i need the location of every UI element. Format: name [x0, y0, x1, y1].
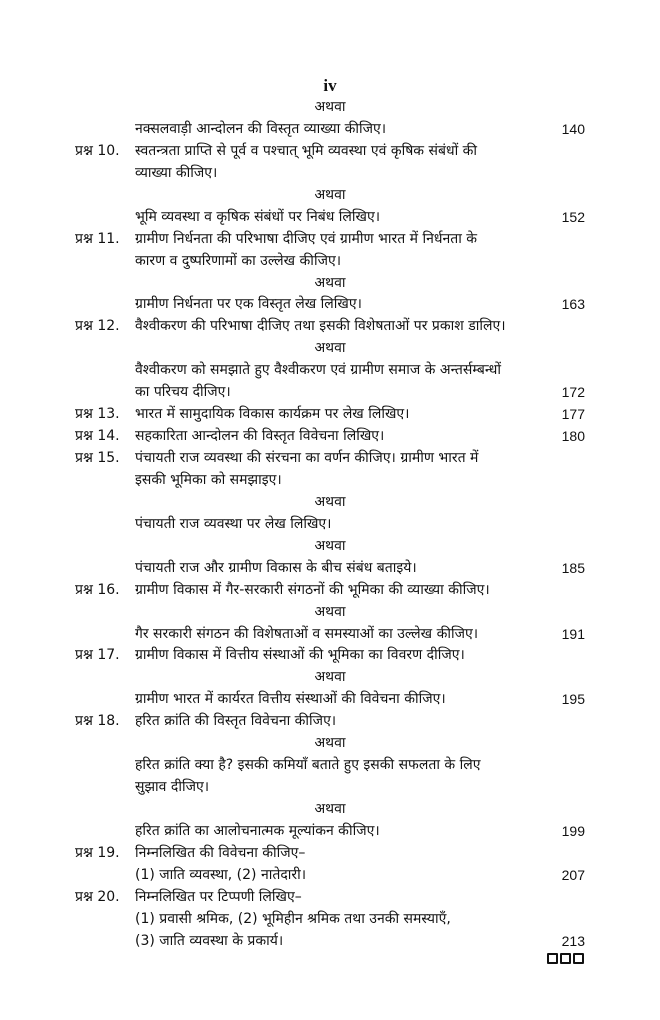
- contents-line: [0, 624, 660, 646]
- question-text: ग्रामीण विकास में वित्तीय संस्थाओं की भूमिका का विवरण दीजिए।: [135, 647, 465, 664]
- question-text: (1) प्रवासी श्रमिक, (2) भूमिहीन श्रमिक तथा उनकी समस्याएँ,: [135, 910, 451, 927]
- page-reference: 191: [561, 625, 585, 642]
- or-separator: [0, 338, 660, 360]
- page-reference: 207: [561, 866, 585, 883]
- end-box-icon: [573, 953, 584, 964]
- contents-line: [0, 777, 660, 799]
- question-number: प्रश्न 10.: [75, 142, 120, 159]
- or-label: अथवा: [314, 801, 346, 817]
- question-text: निम्नलिखित पर टिप्पणी लिखिए–: [135, 888, 302, 905]
- question-text: नक्सलवाड़ी आन्दोलन की विस्तृत व्याख्या कीजिए।: [135, 120, 387, 137]
- or-separator: [0, 602, 660, 624]
- page-reference: 213: [561, 932, 585, 949]
- question-text: (3) जाति व्यवस्था के प्रकार्य।: [135, 932, 284, 949]
- or-label: अथवा: [314, 537, 346, 554]
- question-text: पंचायती राज व्यवस्था पर लेख लिखिए।: [135, 515, 332, 532]
- or-separator: [0, 97, 660, 119]
- contents-line: [0, 382, 660, 404]
- question-text: सहकारिता आन्दोलन की विस्तृत विवेचना लिखिए।: [135, 428, 385, 445]
- or-label: अथवा: [314, 735, 346, 752]
- question-row: [0, 711, 660, 733]
- question-row: [0, 316, 660, 338]
- question-text: व्याख्या कीजिए।: [135, 164, 218, 181]
- contents-line: [0, 207, 660, 229]
- question-row: [0, 580, 660, 602]
- question-number: प्रश्न 14.: [75, 428, 120, 445]
- question-row: [0, 229, 660, 251]
- question-row: [0, 645, 660, 667]
- contents-line: [0, 865, 660, 887]
- end-box-icon: [560, 953, 571, 964]
- page-reference: 195: [561, 691, 585, 708]
- question-number: प्रश्न 17.: [75, 647, 120, 664]
- or-separator: [0, 273, 660, 295]
- question-row: [0, 404, 660, 426]
- question-text: कारण व दुष्परिणामों का उल्लेख कीजिए।: [135, 252, 342, 269]
- question-text: हरित क्रांति का आलोचनात्मक मूल्यांकन कीजिए।: [135, 822, 380, 839]
- question-row: [0, 843, 660, 865]
- question-text: भूमि व्यवस्था व कृषिक संबंधों पर निबंध लिखिए।: [135, 208, 381, 225]
- question-row: [0, 448, 660, 470]
- or-label: अथवा: [314, 603, 346, 620]
- question-text: का परिचय दीजिए।: [135, 384, 231, 401]
- or-separator: [0, 667, 660, 689]
- question-number: प्रश्न 15.: [75, 450, 120, 466]
- or-separator: [0, 536, 660, 558]
- question-text: पंचायती राज और ग्रामीण विकास के बीच संबंध बताइये।: [135, 559, 417, 576]
- or-separator: [0, 185, 660, 207]
- question-text: ग्रामीण भारत में कार्यरत वित्तीय संस्थाओं की विवेचना कीजिए।: [135, 691, 446, 708]
- question-text: ग्रामीण विकास में गैर-सरकारी संगठनों की भूमिका की व्याख्या कीजिए।: [135, 581, 490, 598]
- question-number: प्रश्न 18.: [75, 713, 120, 730]
- or-label: अथवा: [314, 669, 346, 686]
- question-text: इसकी भूमिका को समझाइए।: [135, 471, 282, 488]
- page-reference: 180: [561, 428, 585, 445]
- question-number: प्रश्न 20.: [75, 888, 120, 905]
- contents-line: [0, 558, 660, 580]
- page-reference: 199: [561, 822, 585, 839]
- page-number: iv: [323, 76, 337, 95]
- question-text: हरित क्रांति क्या है? इसकी कमियाँ बताते हुए इसकी सफलता के लिए: [135, 757, 481, 774]
- page-reference: 152: [561, 208, 585, 225]
- contents-line: [0, 251, 660, 273]
- question-text: ग्रामीण निर्धनता पर एक विस्तृत लेख लिखिए।: [135, 296, 362, 313]
- question-row: [0, 141, 660, 163]
- or-label: अथवा: [314, 493, 346, 510]
- or-label: अथवा: [314, 340, 346, 357]
- contents-line: [0, 514, 660, 536]
- question-text: (1) जाति व्यवस्था, (2) नातेदारी।: [135, 866, 307, 883]
- question-text: पंचायती राज व्यवस्था की संरचना का वर्णन कीजिए। ग्रामीण भारत में: [135, 450, 479, 466]
- or-separator: [0, 799, 660, 821]
- question-number: प्रश्न 19.: [75, 844, 120, 861]
- question-text: ग्रामीण निर्धनता की परिभाषा दीजिए एवं ग्रामीण भारत में निर्धनता के: [135, 230, 478, 247]
- contents-line: [0, 360, 660, 382]
- question-row: [0, 426, 660, 448]
- question-number: प्रश्न 12.: [75, 318, 120, 335]
- contents-line: [0, 821, 660, 843]
- question-text: हरित क्रांति की विस्तृत विवेचना कीजिए।: [135, 713, 337, 730]
- question-number: प्रश्न 13.: [75, 406, 120, 423]
- page-reference: 163: [561, 296, 585, 313]
- end-mark: [545, 950, 584, 968]
- end-box-icon: [547, 953, 558, 964]
- contents-line: [0, 689, 660, 711]
- question-number: प्रश्न 11.: [75, 230, 120, 247]
- contents-line: [0, 294, 660, 316]
- question-text: वैश्वीकरण की परिभाषा दीजिए तथा इसकी विशेषताओं पर प्रकाश डालिए।: [135, 318, 506, 335]
- contents-list: [0, 97, 660, 953]
- contents-line: [0, 755, 660, 777]
- question-number: प्रश्न 16.: [75, 581, 120, 598]
- question-text: स्वतन्त्रता प्राप्ति से पूर्व व पश्चात् भूमि व्यवस्था एवं कृषिक संबंधों की: [135, 142, 478, 159]
- or-label: अथवा: [314, 99, 346, 115]
- question-text: भारत में सामुदायिक विकास कार्यक्रम पर लेख लिखिए।: [135, 406, 410, 423]
- or-label: अथवा: [314, 274, 346, 291]
- or-separator: [0, 733, 660, 755]
- question-row: [0, 887, 660, 909]
- contents-line: [0, 909, 660, 931]
- question-text: निम्नलिखित की विवेचना कीजिए–: [135, 844, 306, 861]
- or-label: अथवा: [314, 186, 346, 203]
- or-separator: [0, 492, 660, 514]
- page-reference: 140: [561, 120, 585, 137]
- question-text: गैर सरकारी संगठन की विशेषताओं व समस्याओं का उल्लेख कीजिए।: [135, 625, 479, 642]
- contents-line: [0, 163, 660, 185]
- page-reference: 177: [561, 406, 585, 423]
- question-text: वैश्वीकरण को समझाते हुए वैश्वीकरण एवं ग्रामीण समाज के अन्तर्सम्बन्धों: [135, 362, 501, 379]
- contents-line: [0, 119, 660, 141]
- contents-line: [0, 470, 660, 492]
- page-reference: 185: [561, 559, 585, 576]
- question-text: सुझाव दीजिए।: [135, 779, 210, 796]
- page-reference: 172: [561, 384, 585, 401]
